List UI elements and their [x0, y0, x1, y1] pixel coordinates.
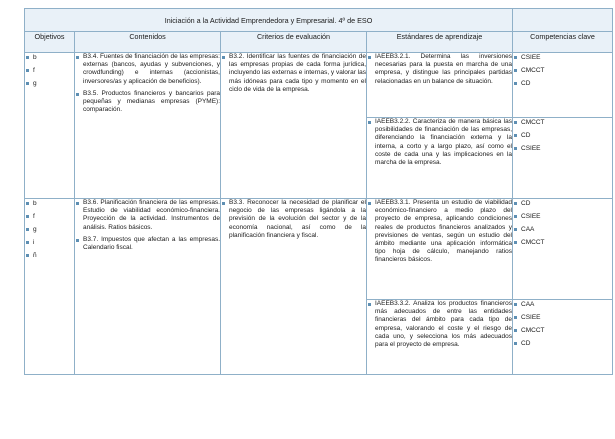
estandar-item: IAEEB3.3.1. Presenta un estudio de viabilidad económico-financiero a medio plazo del proyecto de empresa, aplicando condiciones reales de productos financieros analizados y previsiones de ventas, según un estudio del ámbito mediante una aplicación informática tipo hoja de cálculo, manejando ratios financieros básicos.: [367, 199, 512, 265]
criterio-item: B3.3. Reconocer la necesidad de planificar el negocio de las empresas ligándola a la previsión de la evolución del sector y de la economía nacional, así como de la planificación financiera y fiscal.: [221, 199, 366, 240]
competencias-cell: [513, 300, 613, 375]
contenidos-cell: [75, 199, 221, 375]
title-corner-cell: [513, 9, 613, 32]
contenido-item: B3.5. Productos financieros y bancarios para pequeñas y medianas empresas (PYME): comparación.: [75, 90, 220, 115]
competencia-item: CSIEE: [513, 53, 612, 62]
competencia-item: CD: [513, 339, 612, 348]
estandar-item: IAEEB3.2.2. Caracteriza de manera básica las posibilidades de financiación de las empresas, diferenciando la financiación externa y la interna, a corto y a largo plazo, así como el coste de cada una y las implicaciones en la marcha de la empresa.: [367, 118, 512, 167]
objetivo-item: f: [25, 66, 74, 75]
competencia-item: CD: [513, 131, 612, 140]
criterios-cell: [221, 53, 367, 199]
competencia-item: CAA: [513, 225, 612, 234]
contenido-item: B3.6. Planificación financiera de las empresas. Estudio de viabilidad económico-financiera. Proyección de la actividad. Instrumentos de análisis. Ratios básicos.: [75, 199, 220, 232]
competencias-cell: [513, 53, 613, 118]
curriculum-table: [24, 8, 613, 375]
competencia-item: CSIEE: [513, 212, 612, 221]
criterios-cell: [221, 199, 367, 375]
objetivo-item: b: [25, 199, 74, 208]
header-estandares: Estándares de aprendizaje: [367, 32, 513, 53]
competencias-cell: [513, 118, 613, 199]
contenidos-cell: [75, 53, 221, 199]
estandar-item: IAEEB3.3.2. Analiza los productos financieros más adecuados de entre las entidades financieras del ámbito para cada tipo de empresa, valorando el coste y el riesgo de cada uno, y selecciona los más adecuados para el proyecto de empresa.: [367, 300, 512, 349]
objetivos-cell: [25, 199, 75, 375]
objetivos-cell: [25, 53, 75, 199]
header-objetivos: Objetivos: [25, 32, 75, 53]
table-row: [25, 199, 613, 300]
header-criterios: Criterios de evaluación: [221, 32, 367, 53]
objetivo-item: i: [25, 238, 74, 247]
table-row: [25, 53, 613, 118]
competencia-item: CSIEE: [513, 313, 612, 322]
competencia-item: CD: [513, 79, 612, 88]
criterio-item: B3.2. Identificar las fuentes de financiación de las empresas propias de cada forma jurídica, incluyendo las externas e internas, y valorar las más idóneas para cada tipo y momento en el ciclo de vida de la empresa.: [221, 53, 366, 94]
contenido-item: B3.4. Fuentes de financiación de las empresas: externas (bancos, ayudas y subvenciones, y crowdfunding) e internas (accionistas, inversores/as y aplicación de beneficios).: [75, 53, 220, 86]
objetivo-item: f: [25, 212, 74, 221]
competencia-item: CD: [513, 199, 612, 208]
estandar-cell: [367, 199, 513, 300]
estandar-item: IAEEB3.2.1. Determina las inversiones necesarias para la puesta en marcha de una empresa, y distingue las principales partidas relacionadas en un balance de situación.: [367, 53, 512, 86]
objetivo-item: g: [25, 225, 74, 234]
competencia-item: CMCCT: [513, 66, 612, 75]
competencias-cell: [513, 199, 613, 300]
contenido-item: B3.7. Impuestos que afectan a las empresas. Calendario fiscal.: [75, 236, 220, 252]
competencia-item: CMCCT: [513, 238, 612, 247]
header-contenidos: Contenidos: [75, 32, 221, 53]
competencia-item: CAA: [513, 300, 612, 309]
competencia-item: CMCCT: [513, 326, 612, 335]
estandar-cell: [367, 53, 513, 118]
objetivo-item: g: [25, 79, 74, 88]
objetivo-item: b: [25, 53, 74, 62]
header-competencias: Competencias clave: [513, 32, 613, 53]
estandar-cell: [367, 300, 513, 375]
table-title: Iniciación a la Actividad Emprendedora y Empresarial. 4º de ESO: [25, 9, 513, 32]
estandar-cell: [367, 118, 513, 199]
objetivo-item: ñ: [25, 251, 74, 260]
competencia-item: CMCCT: [513, 118, 612, 127]
competencia-item: CSIEE: [513, 144, 612, 153]
